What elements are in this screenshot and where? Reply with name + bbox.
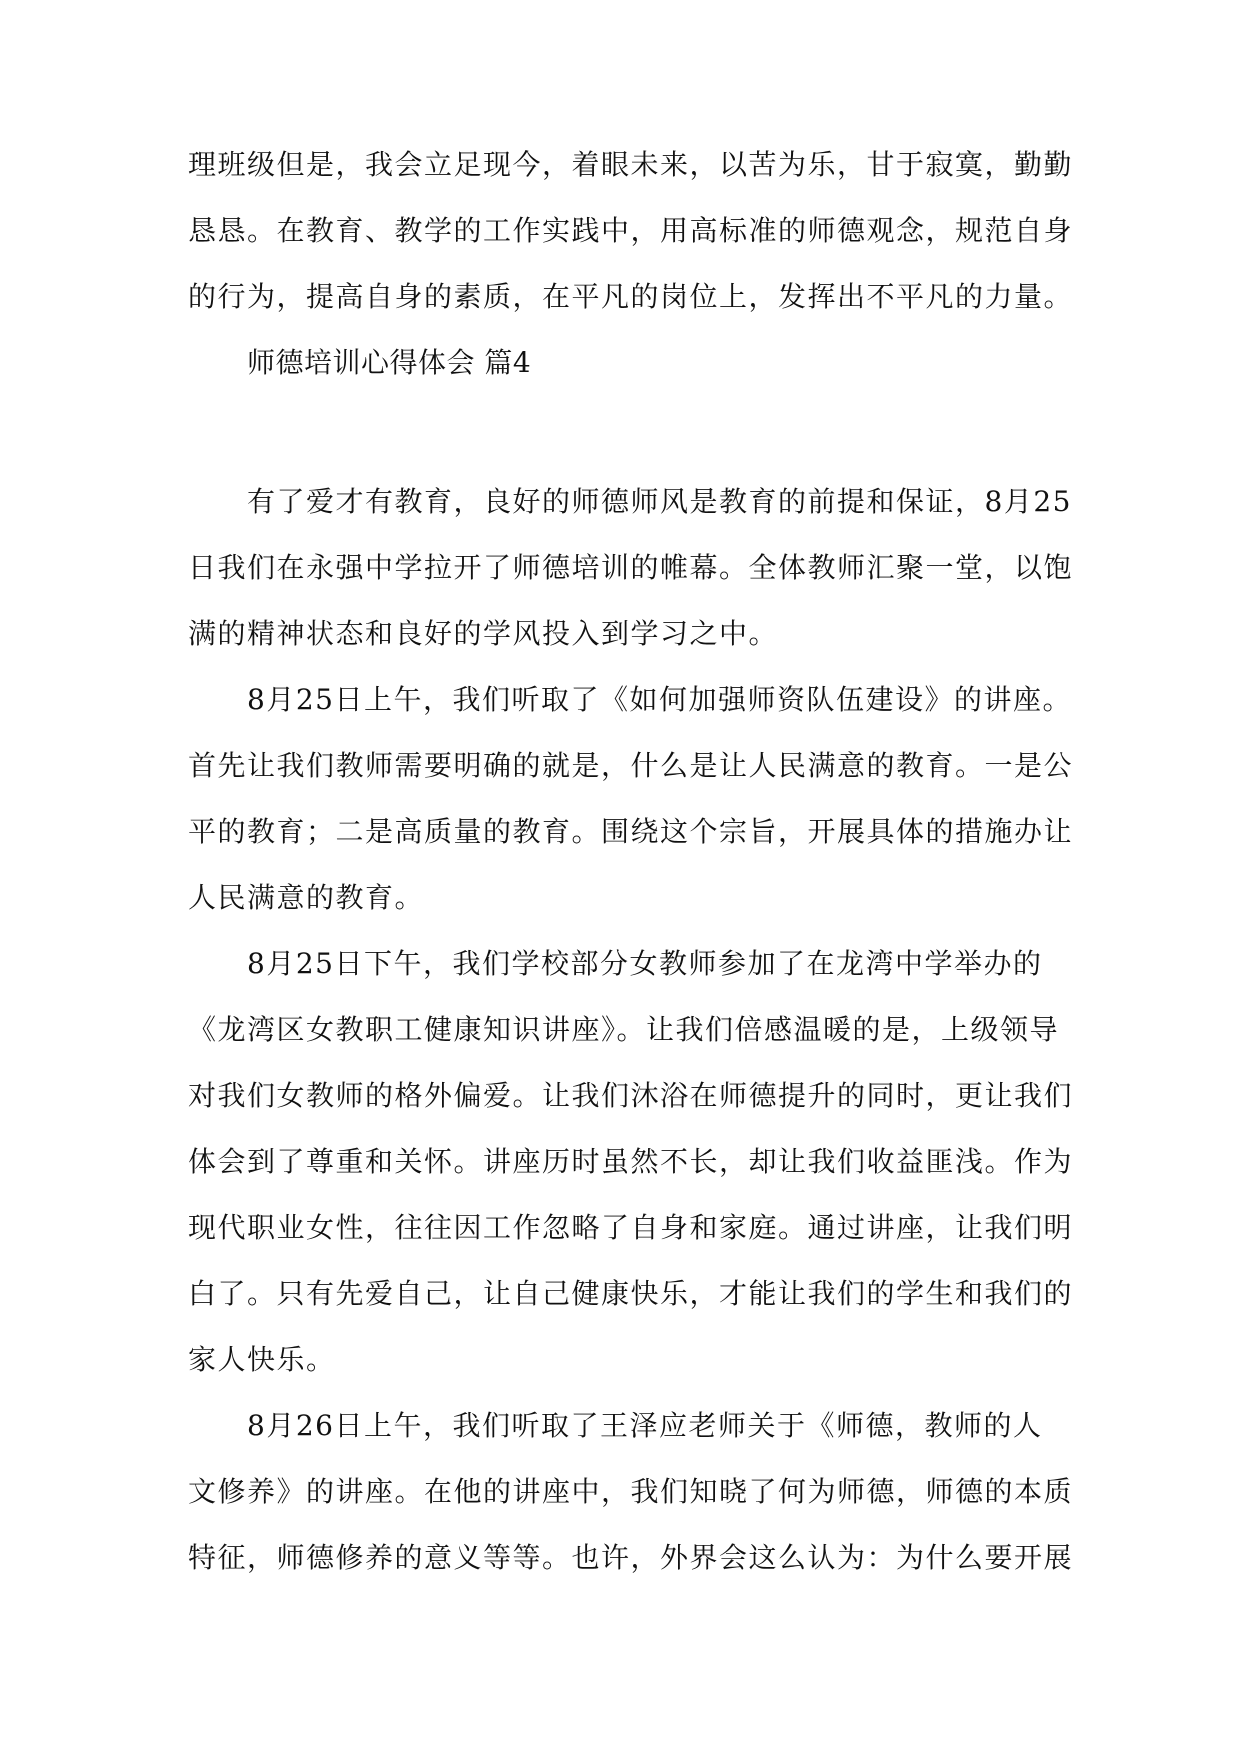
- text-line: 满的精神状态和良好的学风投入到学习之中。: [188, 617, 779, 650]
- section-heading: 师德培训心得体会 篇4: [247, 346, 532, 379]
- text-line: 人民满意的教育。: [188, 881, 425, 914]
- text-line: 特征，师德修养的意义等等。也许，外界会这么认为：为什么要开展: [188, 1541, 1074, 1574]
- text-line: 对我们女教师的格外偏爱。让我们沐浴在师德提升的同时，更让我们: [188, 1079, 1074, 1112]
- text-line: 的行为，提高自身的素质，在平凡的岗位上，发挥出不平凡的力量。: [188, 280, 1074, 313]
- paragraph-4: [188, 1393, 1074, 1591]
- paragraph-3: [188, 931, 1074, 1393]
- text-line: 文修养》的讲座。在他的讲座中，我们知晓了何为师德，师德的本质: [188, 1475, 1074, 1508]
- text-line: 理班级但是，我会立足现今，着眼未来，以苦为乐，甘于寂寞，勤勤: [188, 148, 1074, 181]
- text-line: 首先让我们教师需要明确的就是，什么是让人民满意的教育。一是公: [188, 749, 1074, 782]
- text-line: 平的教育；二是高质量的教育。围绕这个宗旨，开展具体的措施办让: [188, 815, 1074, 848]
- text-line: 有了爱才有教育，良好的师德师风是教育的前提和保证，8月25: [247, 485, 1072, 518]
- text-line: 8月25日下午，我们学校部分女教师参加了在龙湾中学举办的: [247, 947, 1043, 980]
- text-line: 日我们在永强中学拉开了师德培训的帷幕。全体教师汇聚一堂，以饱: [188, 551, 1074, 584]
- intro-paragraph-continuation: [188, 132, 1074, 330]
- text-line: 白了。只有先爱自己，让自己健康快乐，才能让我们的学生和我们的: [188, 1277, 1074, 1310]
- text-line: 8月26日上午，我们听取了王泽应老师关于《师德，教师的人: [247, 1409, 1043, 1442]
- text-line: 恳恳。在教育、教学的工作实践中，用高标准的师德观念，规范自身: [188, 214, 1074, 247]
- text-line: 《龙湾区女教职工健康知识讲座》。让我们倍感温暖的是，上级领导: [188, 1013, 1060, 1046]
- paragraph-1: [188, 469, 1074, 667]
- section-heading-block: [188, 330, 1068, 396]
- text-line: 8月25日上午，我们听取了《如何加强师资队伍建设》的讲座。: [247, 683, 1072, 716]
- text-line: 现代职业女性，往往因工作忽略了自身和家庭。通过讲座，让我们明: [188, 1211, 1074, 1244]
- text-line: 体会到了尊重和关怀。讲座历时虽然不长，却让我们收益匪浅。作为: [188, 1145, 1074, 1178]
- text-line: 家人快乐。: [188, 1343, 336, 1376]
- paragraph-2: [188, 667, 1074, 931]
